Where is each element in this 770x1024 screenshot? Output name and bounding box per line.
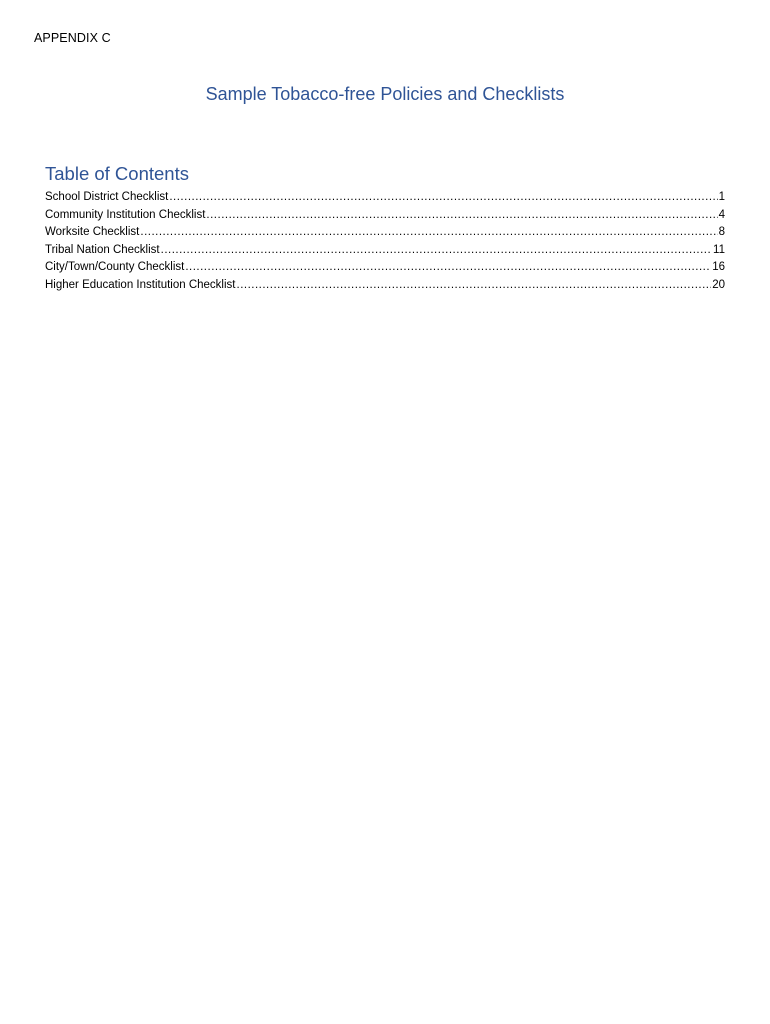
document-title: Sample Tobacco-free Policies and Checklists	[205, 84, 565, 104]
toc-entry-page[interactable]: 8	[718, 226, 725, 238]
toc-dot-leader	[206, 207, 717, 225]
toc-entry-page[interactable]: 11	[713, 243, 725, 256]
toc-entry-title[interactable]: City/Town/County Checklist	[45, 261, 185, 273]
toc-entry-tribal-nation[interactable]	[45, 242, 725, 260]
toc-dot-leader	[237, 277, 712, 295]
toc-entry-title[interactable]: Community Institution Checklist	[45, 208, 206, 221]
toc-entry-page[interactable]: 20	[712, 278, 725, 291]
toc-heading: Table of Contents	[45, 163, 189, 184]
toc-dot-leader	[140, 224, 717, 242]
toc-entry-page[interactable]: 16	[712, 261, 725, 273]
toc-entry-title[interactable]: School District Checklist	[45, 191, 169, 203]
table-of-contents	[45, 189, 725, 294]
toc-entry-title[interactable]: Tribal Nation Checklist	[45, 243, 160, 256]
toc-entry-city-town-county[interactable]	[45, 259, 725, 277]
toc-dot-leader	[161, 242, 712, 260]
appendix-label: APPENDIX C	[34, 31, 111, 45]
toc-entry-title[interactable]: Higher Education Institution Checklist	[45, 278, 236, 291]
toc-dot-leader	[185, 259, 711, 277]
toc-entry-title[interactable]: Worksite Checklist	[45, 226, 140, 238]
toc-entry-school-district[interactable]	[45, 189, 725, 207]
toc-entry-community-institution[interactable]	[45, 207, 725, 225]
toc-entry-worksite[interactable]	[45, 224, 725, 242]
toc-entry-higher-education[interactable]	[45, 277, 725, 295]
toc-entry-page[interactable]: 4	[718, 208, 725, 221]
toc-dot-leader	[169, 189, 717, 207]
toc-entry-page[interactable]: 1	[718, 191, 725, 203]
